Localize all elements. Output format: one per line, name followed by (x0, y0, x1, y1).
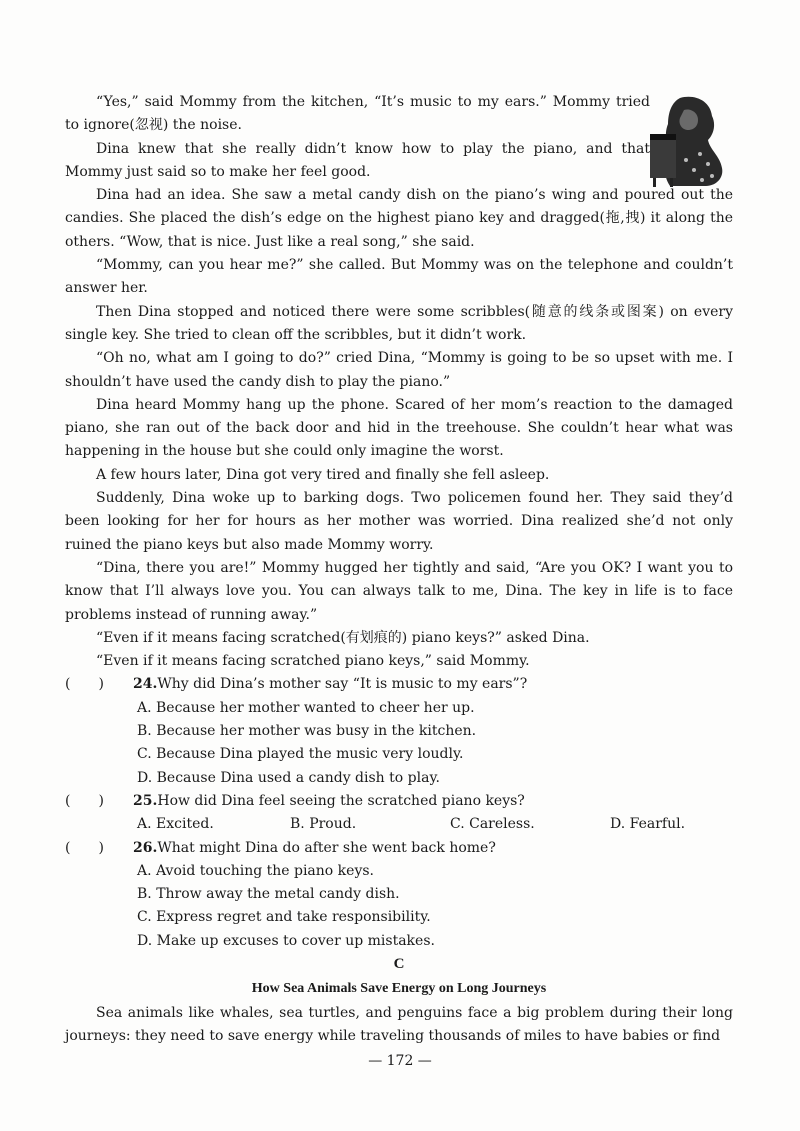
section-title: How Sea Animals Save Energy on Long Journeys (251, 980, 547, 996)
story-paragraph: Dina had an idea. She saw a metal candy dish on the piano’s wing and poured out the candies. She placed the dish’s edge on the highest piano key and dragged(拖,拽) it along the others. “Wow, that is nice. Just like a real song,” she said. (65, 187, 733, 250)
story-paragraph: “Even if it means facing scratched(有划痕的) piano keys?” asked Dina. (96, 629, 590, 646)
option[interactable]: B. Throw away the metal candy dish. (137, 886, 400, 903)
story-paragraph: A few hours later, Dina got very tired and finally she fell asleep. (96, 466, 550, 483)
option[interactable]: A. Avoid touching the piano keys. (137, 862, 374, 879)
options-row (137, 813, 733, 836)
question-stem (65, 673, 733, 696)
question-number: 24. (133, 676, 158, 693)
question-number: 25. (133, 792, 158, 809)
story-paragraph: Dina knew that she really didn’t know how to play the piano, and that Mommy just said so to make her feel good. (65, 140, 650, 180)
option[interactable]: B. Proud. (290, 816, 357, 833)
story-paragraph: Suddenly, Dina woke up to barking dogs. Two policemen found her. They said they’d been looking for her for hours as her mother was worried. Dina realized she’d not only ruined the piano keys but also made Mommy worry. (65, 490, 733, 553)
question-text: What might Dina do after she went back home? (157, 839, 496, 856)
question-stem (65, 790, 733, 813)
option[interactable]: C. Express regret and take responsibility. (137, 909, 431, 926)
story-paragraph: “Yes,” said Mommy from the kitchen, “It’s music to my ears.” Mommy tried to ignore(忽视) the noise. (65, 94, 650, 134)
option[interactable]: A. Because her mother wanted to cheer her up. (137, 699, 475, 716)
option[interactable]: B. Because her mother was busy in the kitchen. (137, 723, 477, 740)
story-paragraph: Dina heard Mommy hang up the phone. Scared of her mom’s reaction to the damaged piano, she ran out of the back door and hid in the treehouse. She couldn’t hear what was happening in the house but she could only imagine the worst. (65, 396, 733, 460)
story-paragraph: “Even if it means facing scratched piano keys,” said Mommy. (96, 653, 530, 670)
story-paragraph: “Mommy, can you hear me?” she called. But Mommy was on the telephone and couldn’t answer her. (65, 257, 733, 297)
story-paragraph: Then Dina stopped and noticed there were some scribbles(随意的线条或图案) on every single key. She tried to clean off the scribbles, but it didn’t work. (65, 303, 733, 343)
answer-blank[interactable]: ( ) (65, 792, 104, 809)
question-stem (65, 837, 733, 860)
option[interactable]: D. Make up excuses to cover up mistakes. (137, 932, 435, 949)
question-text: How did Dina feel seeing the scratched piano keys? (157, 792, 525, 809)
option[interactable]: D. Fearful. (610, 816, 686, 833)
question-number: 26. (133, 839, 158, 856)
section-letter: C (393, 955, 405, 972)
story-paragraph: “Oh no, what am I going to do?” cried Dina, “Mommy is going to be so upset with me. I shouldn’t have used the candy dish to play the piano.” (65, 350, 733, 390)
option[interactable]: D. Because Dina used a candy dish to play. (137, 769, 440, 786)
question-text: Why did Dina’s mother say “It is music to my ears”? (157, 676, 528, 693)
option[interactable]: C. Careless. (450, 816, 535, 833)
option[interactable]: A. Excited. (137, 816, 214, 833)
section-paragraph: Sea animals like whales, sea turtles, and penguins face a big problem during their long journeys: they need to save energy while traveling thousands of miles to have babies or find (65, 1004, 733, 1045)
option[interactable]: C. Because Dina played the music very loudly. (137, 746, 464, 763)
answer-blank[interactable]: ( ) (65, 839, 104, 856)
page-number: — 172 — (368, 1053, 432, 1069)
passage-b (65, 91, 733, 1049)
answer-blank[interactable]: ( ) (65, 676, 104, 693)
story-paragraph: “Dina, there you are!” Mommy hugged her tightly and said, “Are you OK? I want you to know that I’ll always love you. You can always talk to me, Dina. The key in life is to face problems instead of running away.” (65, 559, 733, 623)
